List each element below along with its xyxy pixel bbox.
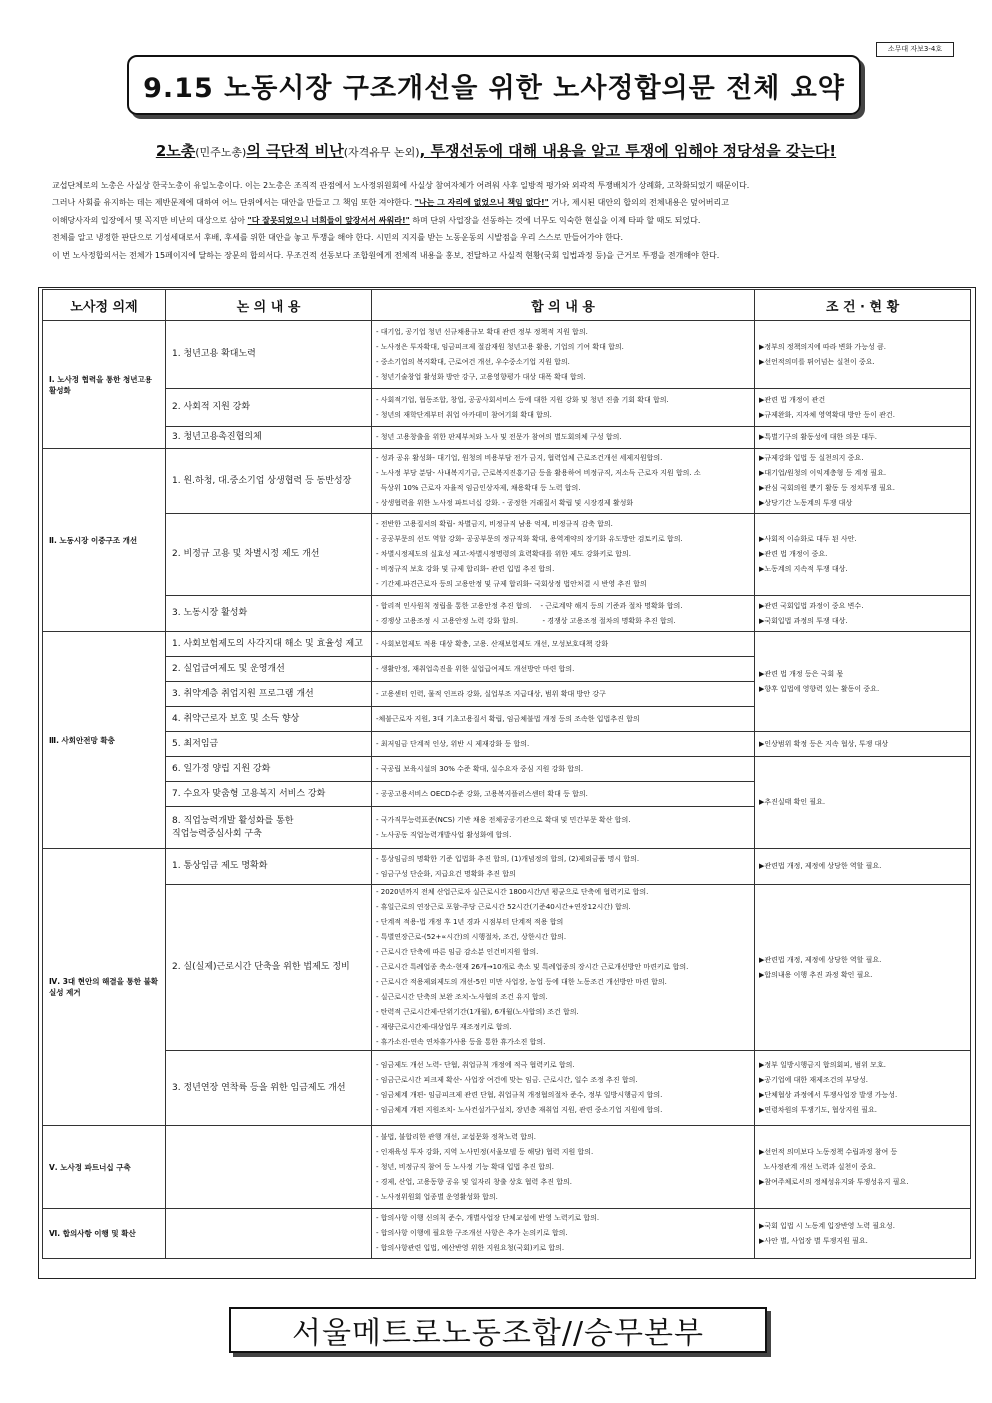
table-row [43,757,971,782]
discussion-topic-cell [166,1126,372,1209]
table-row [43,389,971,427]
agreement-item: - 사회적기업, 협동조합, 창업, 공공사회서비스 등에 대한 지원 강화 및 청년 진출 기회 확대 합의. [376,395,669,404]
condition-status-cell [755,427,971,449]
agreement-item: - 중소기업의 복지확대, 근로여건 개선, 우수중소기업 지원 합의. [376,357,570,366]
condition-item: ▶관련법 개정, 제정에 상당한 역할 필요. [759,862,882,870]
header-discussion: 논 의 내 용 [166,290,372,321]
agreement-content-cell [372,849,755,885]
discussion-topic-cell: 3. 청년고용촉진협의체 [166,427,372,449]
condition-item: ▶인상범위 확정 등은 지속 협상, 투쟁 대상 [759,739,889,748]
agreement-item: - 청년, 비정규직 참여 등 노사정 기능 확대 입법 추진 합의. [376,1162,554,1171]
agreement-content-cell [372,885,755,1051]
condition-item: ▶관심 국회의원 뿐기 활동 등 정치투쟁 필요. [759,484,895,492]
discussion-topic-cell: 1. 원.하청, 대.중소기업 상생협력 등 동반성장 [166,449,372,514]
agreement-summary-table [42,289,971,1259]
agenda-cell: Ⅳ. 3대 현안의 해결을 통한 불확실성 제거 [43,849,166,1126]
condition-status-cell [755,632,971,732]
agreement-item: - 합의사항 이행 신의칙 준수, 개별사업장 단체교섭에 반영 노력키로 합의. [376,1214,600,1222]
agreement-item: - 청년 고용창출을 위한 판제부처와 노사 및 전문가 참여의 별도회의체 구성 합의. [376,433,622,441]
condition-item: ▶관련 법 개정이 관건 [759,395,826,404]
table-row [43,1051,971,1126]
discussion-topic-cell: 2. 실(실제)근로시간 단축을 위한 법제도 정비 [166,885,372,1051]
agreement-content-cell [372,782,755,807]
intro-line: 전체를 알고 냉정한 판단으로 기성세대로서 후배, 후세를 위한 대안을 놓고 투쟁을 해야 한다. 시민의 지지를 받는 노동운동의 시발점을 우리 스스로 만들어가야 한다. [52,233,624,243]
page-title: 9.15 노동시장 구조개선을 위한 노사정합의문 전체 요약 [127,55,861,115]
condition-status-cell [755,514,971,596]
condition-item: ▶향후 입법에 영향력 있는 활동이 중요. [759,684,880,693]
discussion-topic-cell: 2. 사회적 지원 강화 [166,389,372,427]
header-agenda: 노사정 의제 [43,290,166,321]
agreement-item: - 불법, 불합리한 관행 개선, 교섭문화 정착노력 합의. [376,1132,537,1141]
condition-item: ▶선언적의미를 뛰어넘는 실천이 중요. [759,357,875,366]
agreement-content-cell [372,1209,755,1259]
condition-status-cell [755,757,971,849]
agreement-item: - 근로시간 적용제외제도의 개선-5인 미만 사업장, 농업 등에 대한 노동조건 개선방안 마련 합의. [376,978,667,986]
document-number-badge: 소무대 자보3-4호 [876,42,954,57]
agreement-item: - 전반한 고용질서의 확립- 차별금지, 비정규직 남용 억제, 비정규직 감축 합의. [376,520,613,528]
agreement-content-cell [372,596,755,632]
condition-item: ▶관련 법 개정이 중요. [759,550,828,558]
agreement-item: - 합의사항관련 입법, 예산반영 위한 지원요청(국회)키로 합의. [376,1244,565,1252]
agreement-item: - 생활안정, 재취업촉진을 위한 실업급여제도 개선방안 마련 합의. [376,664,575,673]
intro-line: 이해당사자의 입장에서 몇 꼭지만 비난의 대상으로 삼아 "다 잘못되었으니 너희들이 앞장서서 싸워라!" 하며 단위 사업장을 선동하는 것에 너무도 익숙한 현실을 이제 타파 할 때도 되었다. [52,215,701,225]
condition-item: ▶추진실태 확인 필요. [759,798,826,806]
agreement-item: - 임금체계 개편- 임금피크제 관련 단협, 취업규칙 개정협의절차 준수, 정부 일방시행금지 합의. [376,1091,663,1099]
header-conditions: 조 건 · 현 황 [755,290,971,321]
agreement-item: - 경제, 산업, 고용동향 공유 및 일자리 창출 상호 협력 추진 합의. [376,1177,572,1186]
agreement-item: - 임금구성 단순화, 지급요건 명확화 추진 합의 [376,869,516,878]
agreement-content-cell [372,657,755,682]
agreement-item: - 근로시간 특례업종 축소-현재 26개→10개로 축소 및 특례업종의 장시간 근로개선방안 마련키로 합의. [376,963,689,971]
agreement-item: - 노사정위원회 업종별 운영활성화 합의. [376,1192,498,1201]
agreement-content-cell [372,514,755,596]
agreement-item: - 상생협력을 위한 노사정 파트너십 강화. - 공정한 거래질서 확립 및 시장경제 활성화 [376,499,634,507]
condition-status-cell [755,596,971,632]
condition-status-cell [755,849,971,885]
condition-item: ▶관련법 개정, 제정에 상당한 역할 필요. [759,955,882,964]
agreement-item: - 단계적 적용-법 개정 후 1년 경과 시점부터 단계적 적용 합의 [376,918,564,926]
agreement-item: - 재량근로시간제-대상업무 재조정키로 합의. [376,1023,512,1031]
agreement-item: - 기간제.파견근로자 등의 고용안정 및 규제 합리화- 국회상정 법안처결 시 반영 추진 합의 [376,580,647,588]
agreement-item: - 공공고용서비스 OECD수준 강화, 고용복지플러스센터 확대 등 합의. [376,789,588,798]
discussion-topic-cell: 1. 청년고용 확대노력 [166,321,372,389]
condition-item: ▶정부의 정책의지에 따라 변화 가능성 큼. [759,342,886,351]
footer-union-name: 서울메트로노동조합//승무본부 [229,1307,767,1353]
condition-item: ▶정부 일방시행금지 합의회피, 범위 모호. [759,1061,886,1069]
condition-item: ▶사안 별, 사업장 별 투쟁지원 필요. [759,1236,868,1245]
condition-item: ▶사회적 이슈화로 대두 된 사안. [759,535,857,543]
condition-item: ▶연령차원의 투쟁기도, 협상지원 필요. [759,1106,877,1114]
discussion-topic-cell: 3. 취약계층 취업지원 프로그램 개선 [166,682,372,707]
table-row [43,885,971,1051]
condition-item: ▶국회 입법 시 노동계 입장반영 노력 필요성. [759,1221,895,1230]
table-header-row [43,290,971,321]
intro-line: 교섭단체로의 노총은 사실상 한국노총이 유일노총이다. 이는 2노총은 조직적 관점에서 노사정위원회에 사실상 참여자체가 어려워 사후 일방적 평가와 외곽적 투쟁배치가 상례화, 고착화되었기 때문이다. [52,181,750,190]
table-row [43,449,971,514]
condition-item: ▶규제강화 입법 등 실천의지 중요. [759,454,864,462]
discussion-topic-cell: 1. 사회보험제도의 사각지대 해소 및 효율성 제고 [166,632,372,657]
agreement-content-cell [372,449,755,514]
condition-item: ▶특별기구의 활동성에 대한 의문 대두. [759,433,877,441]
agreement-content-cell [372,389,755,427]
agreement-item: - 청년의 재학단계부터 취업 아카데미 참여기회 확대 합의. [376,410,552,419]
discussion-topic-cell: 7. 수요자 맞춤형 고용복지 서비스 강화 [166,782,372,807]
condition-item: ▶대기업/원청의 이익계층형 등 계정 필요. [759,469,887,477]
condition-item: ▶합의내용 이행 추진 과정 확인 필요. [759,970,873,979]
table-row [43,632,971,657]
agreement-item: - 경쟁상 고용조정 시 고용안정 노력 강화 합의. - 경쟁상 고용조정 절차의 명확화 추진 합의. [376,616,676,625]
agreement-item: - 실근로시간 단축의 보완 조치-노사협의 조건 유지 합의. [376,993,548,1001]
agreement-content-cell [372,632,755,657]
agenda-cell: Ⅰ. 노사정 협력을 통한 청년고용 활성화 [43,321,166,449]
agreement-content-cell [372,757,755,782]
discussion-topic-cell: 2. 비정규 고용 및 차별시정 제도 개선 [166,514,372,596]
agreement-content-cell [372,1126,755,1209]
intro-line: 그러나 사회를 유지하는 데는 제반문제에 대하여 어느 단위에서는 대안을 만들고 그 책임 또한 져야한다. "나는 그 자리에 없었으니 책임 없다!" 거나, 제시된 대안의 합의의 전체내용은 덮어버리고 [52,198,729,208]
subtitle: 2노총(민주노총)의 극단적 비난(자격유무 논외), 투쟁선동에 대해 내용을 알고 투쟁에 임해야 정당성을 갖는다! [155,142,837,160]
agreement-item: - 휴일근로의 연장근로 포함-주당 근로시간 52시간(기준40시간+연장12시간) 합의. [376,903,631,911]
discussion-topic-cell: 4. 취약근로자 보호 및 소득 향상 [166,707,372,732]
table-row [43,596,971,632]
condition-item: ▶관련 국회입법 과정이 중요 변수. [759,601,864,610]
agenda-cell: Ⅵ. 합의사항 이행 및 확산 [43,1209,166,1259]
agenda-cell: Ⅱ. 노동시장 이중구조 개선 [43,449,166,632]
agreement-content-cell [372,682,755,707]
agreement-item: - 임금제도 개선 노력- 단협, 취업규칙 개정에 적극 협력키로 합의. [376,1061,575,1069]
agreement-content-cell [372,707,755,732]
discussion-topic-cell: 6. 일가정 양립 지원 강화 [166,757,372,782]
agreement-item: - 국가직무능력표준(NCS) 기반 채용 전체공공기관으로 확대 및 민간부문 확산 합의. [376,815,631,824]
condition-status-cell [755,732,971,757]
agreement-item: - 탄력적 근로시간제-단위기간(1개월), 6개월(노사합의) 조건 합의. [376,1008,579,1016]
header-agreement: 합 의 내 용 [372,290,755,321]
agenda-cell: Ⅲ. 사회안전망 확충 [43,632,166,849]
intro-text [52,177,952,264]
table-row [43,849,971,885]
discussion-topic-cell: 5. 최저임금 [166,732,372,757]
agreement-item: - 임금근로시간 피크제 확산- 사업장 여건에 맞는 임금. 근로시간, 일수 조정 추진 합의. [376,1076,638,1084]
agreement-content-cell [372,807,755,849]
discussion-topic-cell: 3. 정년연장 연착륙 등을 위한 임금제도 개선 [166,1051,372,1126]
agreement-item: - 비정규직 보호 강화 및 규제 합리화- 관련 입법 추진 합의. [376,565,555,573]
agreement-item: - 합의사항 이행에 필요한 구조개선 사항은 추가 논의키로 합의. [376,1229,568,1237]
condition-item: 노사정관계 개선 노력과 실천이 중요. [759,1162,877,1171]
table-row [43,427,971,449]
agreement-item: - 노사정 부당 분담- 사내복지기금, 근로복지진흥기금 등을 활용하여 비정규직, 저소득 근로자 지원 합의. 소 [376,469,701,477]
table-row [43,1209,971,1259]
agreement-content-cell [372,1051,755,1126]
agreement-item: - 최저임금 단계적 인상, 위반 시 제재강화 등 합의. [376,739,530,748]
condition-status-cell [755,885,971,1051]
agreement-item: - 2020년까지 전체 산업근로자 실근로시간 1800시간/년 평균으로 단축에 협력키로 합의. [376,888,649,896]
agreement-item: - 노사공동 직업능력개발사업 활성화에 합의. [376,830,512,839]
condition-item: ▶참여주체로서의 정체성유지와 투쟁성유지 필요. [759,1177,909,1186]
condition-item: ▶관련 법 개정 등은 국회 몫 [759,669,844,678]
agreement-item: - 차별시정제도의 실효성 제고-차별시정명령의 효력확대를 위한 제도 강화키로 합의. [376,550,631,558]
table-row [43,321,971,389]
condition-item: ▶단체협상 과정에서 투쟁사업장 발생 가능성. [759,1091,898,1099]
agreement-item: - 사회보험제도 적용 대상 확충, 고용. 산재보험제도 개선, 모성보호대책 강화 [376,639,609,648]
table-row [43,1126,971,1209]
condition-status-cell [755,1126,971,1209]
condition-status-cell [755,389,971,427]
condition-status-cell [755,1209,971,1259]
condition-item: ▶공기업에 대한 재제조건의 부당성. [759,1076,868,1084]
discussion-topic-cell: 3. 노동시장 활성화 [166,596,372,632]
agreement-item: 득상위 10% 근로자 자율적 임금인상자제, 채용확대 등 노력 합의. [376,484,581,492]
agreement-item: -체불근로자 지원, 3대 기초고용질서 확립, 임금체불법 개정 등의 조속한 입법추진 합의 [376,714,640,723]
agreement-content-cell [372,732,755,757]
agreement-item: - 청년기술창업 활성화 방안 강구, 고용영향평가 대상 대폭 확대 합의. [376,372,586,381]
condition-item: ▶상당기간 노동계의 투쟁 대상 [759,499,853,507]
agreement-item: - 인재육성 투자 강화, 지역 노사민정(서울모델 등 해당) 협력 지원 합의. [376,1147,594,1156]
agreement-item: - 휴가소진-연속 연차휴가사용 등을 통한 휴가소진 합의. [376,1038,546,1046]
agreement-item: - 대기업, 공기업 청년 신규채용규모 확대 관련 정부 정책적 지원 합의. [376,327,588,336]
agreement-content-cell [372,321,755,389]
condition-item: ▶선언적 의미보다 노동정책 수립과정 참여 등 [759,1147,898,1156]
table-row [43,514,971,596]
agreement-item: - 국공립 보육시설의 30% 수준 확대, 실수요자 중심 지원 강화 합의. [376,764,584,773]
discussion-topic-cell: 1. 통상임금 제도 명확화 [166,849,372,885]
discussion-topic-cell: 8. 직업능력개발 활성화를 통한 직업능력중심사회 구축 [166,807,372,849]
discussion-topic-cell: 2. 실업급여제도 및 운영개선 [166,657,372,682]
agreement-item: - 특별연장근로-(52+∝시간)의 시행절차, 조건, 상한시간 합의. [376,933,567,941]
condition-item: ▶노동계의 지속적 투쟁 대상. [759,565,848,573]
condition-status-cell [755,1051,971,1126]
condition-status-cell [755,321,971,389]
condition-item: ▶규제완화, 지자체 영역확대 방안 등이 관건. [759,410,895,419]
agreement-item: - 고용센터 인력, 물적 인프라 강화, 실업부조 지급대상, 범위 확대 방안 강구 [376,689,606,698]
agreement-item: - 합리적 인사원칙 정립을 통한 고용안정 추진 합의. - 근로계약 해지 등의 기준과 절차 명확화 합의. [376,601,683,610]
condition-status-cell [755,449,971,514]
agreement-item: - 성과 공유 활성화- 대기업, 원청의 비용부담 전가 금지, 협력업체 근로조건개선 세제지원합의. [376,454,663,462]
agreement-content-cell [372,427,755,449]
condition-item: ▶국회입법 과정의 투쟁 대상. [759,616,848,625]
agreement-item: - 노사정은 투자확대, 임금피크제 절감재원 청년고용 활용, 기업의 기여 확대 합의. [376,342,624,351]
agreement-item: - 임금체계 개편 지원조치- 노사컨설가구설치, 장년층 재취업 지원, 관련 중소기업 지원에 합의. [376,1106,663,1114]
agreement-item: - 근로시간 단축에 따른 임금 감소분 인건비지원 합의. [376,948,539,956]
agreement-item: - 통상임금의 명확한 기준 입법화 추진 합의, (1)개념정의 합의, (2)제외금품 명시 합의. [376,854,640,863]
discussion-topic-cell [166,1209,372,1259]
table-row [43,732,971,757]
agenda-cell: Ⅴ. 노사정 파트너십 구축 [43,1126,166,1209]
agreement-item: - 공공부문의 선도 역할 강화- 공공부문의 정규직화 확대, 용역계약의 장기화 유도방안 검토키로 합의. [376,535,683,543]
intro-line: 이 번 노사정합의서는 전체가 15페이지에 달하는 장문의 합의서다. 무조건적 선동보다 조합원에게 전체적 내용을 홍보, 전달하고 사실적 현황(국회 입법과정 등)을 근거로 투쟁을 전개해야 한다. [52,250,720,260]
